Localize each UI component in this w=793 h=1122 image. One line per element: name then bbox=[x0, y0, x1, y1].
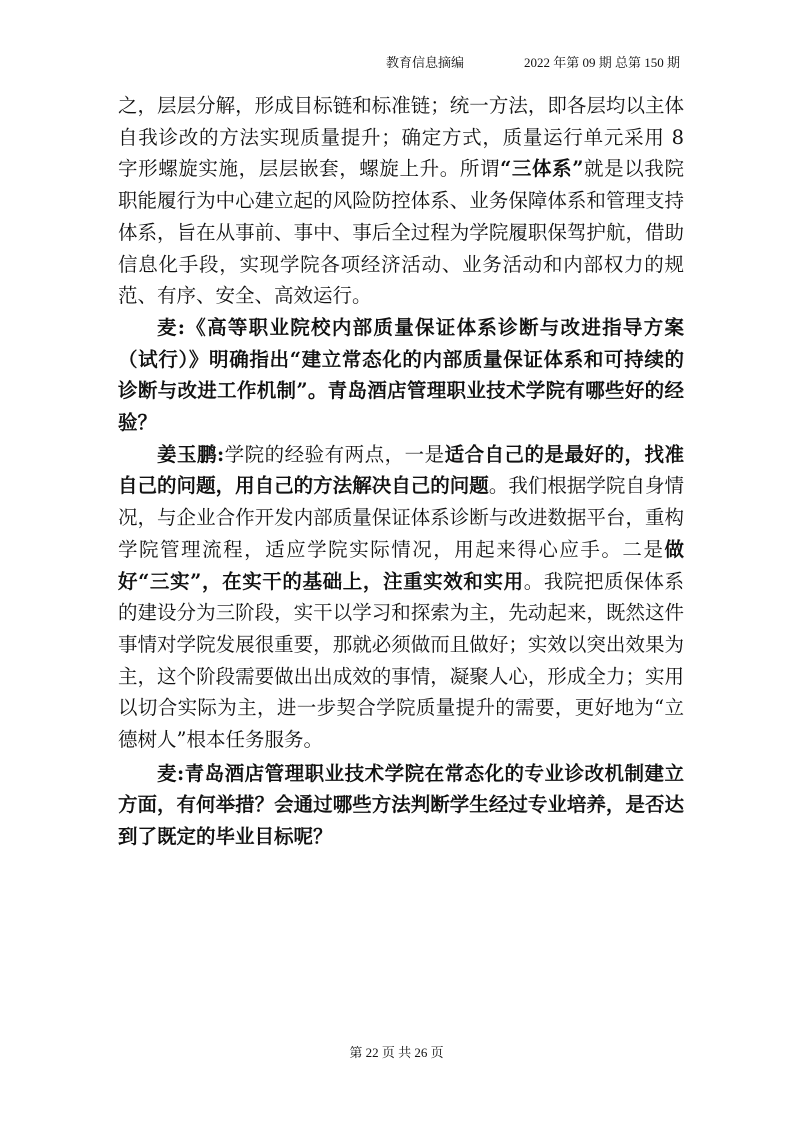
paragraph-text: 就是以我院职能履行为中心建立起的风险防控体系、业务保障体系和管理支持体系，旨在从事前、事中、事后全过程为学院履职保驾护航，借助信息化手段，实现学院各项经济活动、业务活动和内部权力的规范、有序、安全、高效运行。 bbox=[118, 157, 684, 308]
page-header bbox=[0, 52, 793, 72]
answer-text: 学院的经验有两点，一是 bbox=[224, 442, 445, 466]
paragraph-three-systems bbox=[118, 90, 684, 312]
answer-emphasis: 适合自己的是最好的，找准自己的问题，用自己的方法解决自己的问题 bbox=[118, 442, 684, 498]
paragraph-text: 之，层层分解，形成目标链和标准链；统一方法，即各层均以主体自我诊改的方法实现质量提升；确定方式，质量运行单元采用 8 字形螺旋实施，层层嵌套，螺旋上升。所谓 bbox=[118, 94, 684, 181]
answer-paragraph-1 bbox=[118, 439, 684, 756]
answer-emphasis: 做好“三实”，在实干的基础上，注重实效和实用 bbox=[118, 537, 684, 593]
answer-text: 。我们根据学院自身情况，与企业合作开发内部质量保证体系诊断与改进数据平台，重构学院管理流程，适应学院实际情况，用起来得心应手。二是 bbox=[118, 474, 684, 561]
issue-number: 2022 年第 09 期 总第 150 期 bbox=[524, 55, 681, 70]
article-body bbox=[118, 90, 684, 853]
speaker-name: 姜玉鹏: bbox=[157, 442, 225, 466]
interviewer-question-2: 麦:青岛酒店管理职业技术学院在常态化的专业诊改机制建立方面，有何举措？会通过哪些方法判断学生经过专业培养，是否达到了既定的毕业目标呢？ bbox=[118, 761, 684, 849]
answer-text: 。我院把质保体系的建设分为三阶段，实干以学习和探索为主，先动起来，既然这件事情对学院发展很重要，那就必须做而且做好；实效以突出效果为主，这个阶段需要做出出成效的事情，凝聚人心，形成全力；实用以切合实际为主，进一步契合学院质量提升的需要，更好地为“立德树人”根本任务服务。 bbox=[118, 569, 684, 752]
three-systems-term: “三体系” bbox=[500, 157, 584, 181]
journal-title: 教育信息摘编 bbox=[386, 55, 465, 70]
page-number: 第 22 页 共 26 页 bbox=[349, 1045, 444, 1060]
interviewer-question-1: 麦:《高等职业院校内部质量保证体系诊断与改进指导方案（试行）》明确指出“建立常态化的内部质量保证体系和可持续的诊断与改进工作机制”。青岛酒店管理职业技术学院有哪些好的经验？ bbox=[118, 315, 684, 435]
